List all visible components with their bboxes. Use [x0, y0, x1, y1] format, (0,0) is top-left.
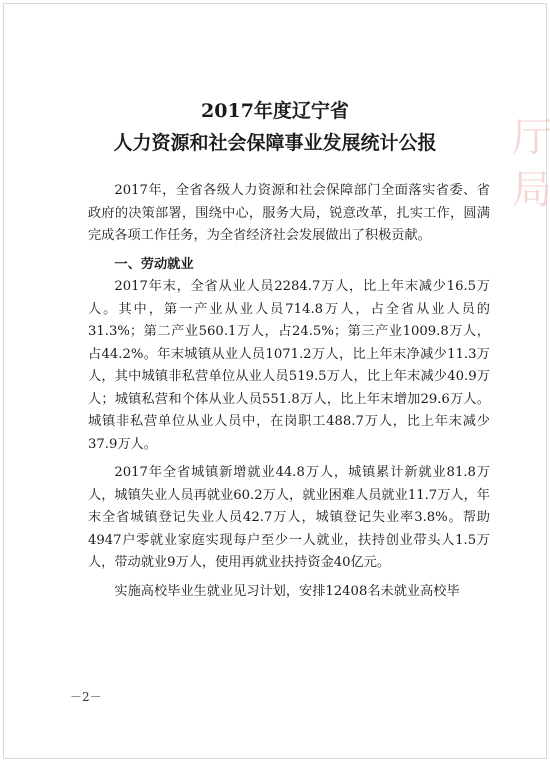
- paragraph-employment-stats: 2017年末，全省从业人员2284.7万人，比上年末减少16.5万人。其中，第一产业从业人员714.8万人，占全省从业人员的31.3%；第二产业560.1万人，占24.5%；第三产业1009.8万人，占44.2%。年末城镇从业人员1071.2万人，比上年末净减少11.3万人，其中城镇非私营单位从业人员519.5万人，比上年末减少40.9万人；城镇私营和个体从业人员551.8万人，比上年末增加29.6万人。城镇非私营单位从业人员中，在岗职工488.7万人，比上年末减少37.9万人。: [88, 279, 490, 452]
- page-number: －2－: [70, 690, 102, 704]
- paragraph-intro: 2017年，全省各级人力资源和社会保障部门全面落实省委、省政府的决策部署，围绕中心，服务大局，锐意改革，扎实工作，圆满完成各项工作任务，为全省经济社会发展做出了积极贡献。: [88, 183, 490, 243]
- paragraph-urban-employment: 2017年全省城镇新增就业44.8万人，城镇累计新就业81.8万人，城镇失业人员再就业60.2万人，就业困难人员就业11.7万人，年末全省城镇登记失业人员42.7万人，城镇登记失业率3.8%。帮助4947户零就业家庭实现每户至少一人就业，扶持创业带头人1.5万人，带动就业9万人，使用再就业扶持资金40亿元。: [88, 465, 490, 570]
- show-through-stamp: 厅 局: [512, 115, 550, 213]
- document-body: [88, 180, 490, 609]
- section-heading: 一、劳动就业: [114, 256, 194, 272]
- document-title-line2: 人力资源和社会保障事业发展统计公报: [113, 132, 437, 154]
- document-title-line1: 2017年度辽宁省: [201, 100, 349, 122]
- paragraph-graduates: 实施高校毕业生就业见习计划，安排12408名未就业高校毕: [114, 583, 460, 599]
